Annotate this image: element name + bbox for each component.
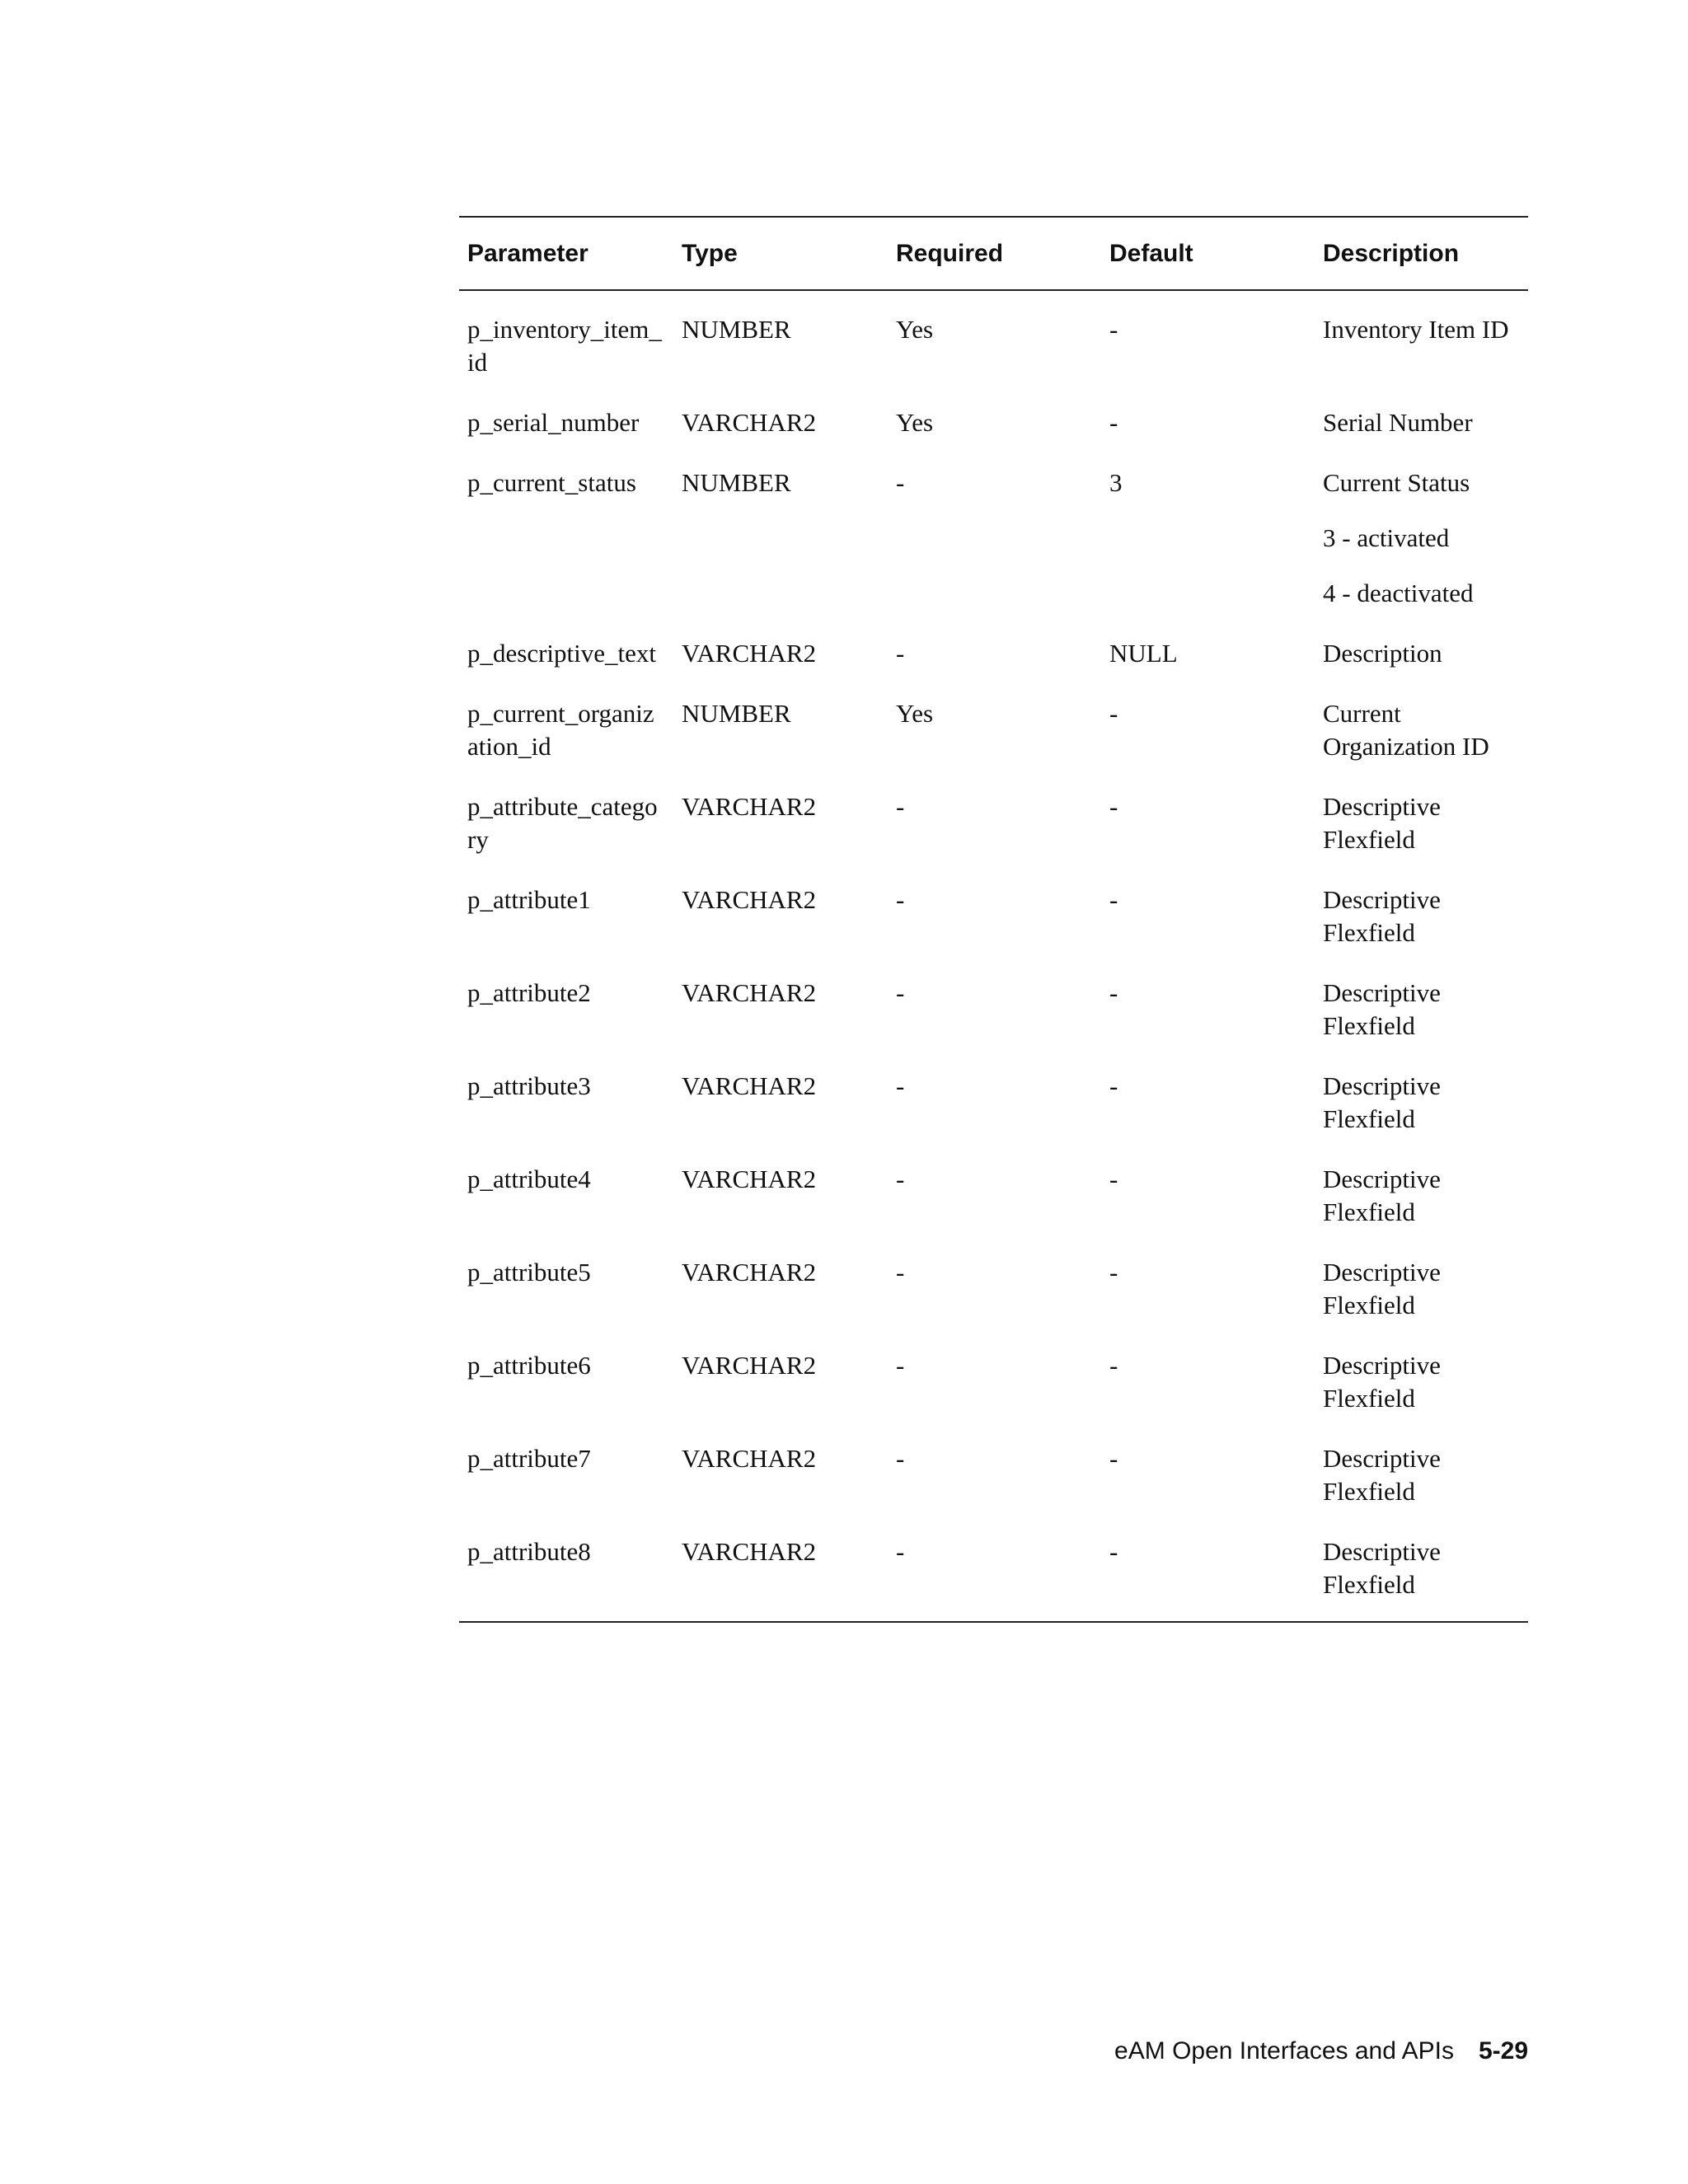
cell-description [1315, 1146, 1528, 1240]
page-number: 5-29 [1478, 2037, 1528, 2064]
cell-parameter: p_descriptive_text [467, 639, 656, 668]
table-row [459, 774, 1528, 867]
cell-default: - [1109, 408, 1118, 437]
cell-default: - [1109, 1537, 1118, 1566]
cell-default: - [1109, 1351, 1118, 1380]
header-type: Type [682, 239, 738, 267]
cell-required: Yes [896, 408, 934, 437]
table-row [459, 960, 1528, 1053]
cell-type: VARCHAR2 [682, 408, 817, 437]
table-row [459, 867, 1528, 960]
cell-required: Yes [896, 699, 934, 728]
header-default: Default [1109, 239, 1193, 267]
cell-required: - [896, 639, 905, 668]
cell-description [1315, 960, 1528, 1053]
description-line: Description [1323, 639, 1442, 668]
cell-parameter: p_serial_number [467, 408, 640, 437]
description-line: Descriptive Flexfield [1323, 1537, 1441, 1599]
description-line: Current Status [1323, 468, 1470, 497]
cell-parameter: p_attribute7 [467, 1444, 591, 1473]
cell-required: - [896, 1258, 905, 1286]
cell-description [1315, 621, 1528, 681]
cell-type: VARCHAR2 [682, 1351, 817, 1380]
cell-type: VARCHAR2 [682, 1537, 817, 1566]
description-line: Descriptive Flexfield [1323, 1351, 1441, 1413]
table-row [459, 1053, 1528, 1146]
header-parameter: Parameter [467, 239, 588, 267]
cell-description [1315, 1519, 1528, 1622]
cell-parameter: p_inventory_item_id [467, 315, 662, 377]
cell-parameter: p_attribute5 [467, 1258, 591, 1286]
table-row [459, 681, 1528, 774]
description-line: Serial Number [1323, 408, 1473, 437]
cell-description [1315, 867, 1528, 960]
cell-parameter: p_attribute8 [467, 1537, 591, 1566]
cell-required: - [896, 792, 905, 821]
table-row [459, 290, 1528, 390]
cell-description [1315, 390, 1528, 450]
cell-type: VARCHAR2 [682, 885, 817, 914]
cell-required: - [896, 978, 905, 1007]
cell-default: - [1109, 1071, 1118, 1100]
cell-type: NUMBER [682, 315, 791, 344]
cell-type: VARCHAR2 [682, 1165, 817, 1193]
cell-required: - [896, 1071, 905, 1100]
table-row [459, 1240, 1528, 1333]
cell-description [1315, 450, 1528, 621]
description-line: Inventory Item ID [1323, 315, 1509, 344]
cell-description [1315, 1333, 1528, 1426]
parameter-table [459, 216, 1528, 1623]
cell-required: - [896, 1444, 905, 1473]
cell-description [1315, 774, 1528, 867]
cell-default: - [1109, 885, 1118, 914]
cell-required: - [896, 468, 905, 497]
cell-parameter: p_attribute4 [467, 1165, 591, 1193]
cell-default: - [1109, 1165, 1118, 1193]
header-description: Description [1323, 239, 1460, 267]
cell-type: VARCHAR2 [682, 1444, 817, 1473]
description-line: Descriptive Flexfield [1323, 978, 1441, 1040]
page-footer [1114, 2037, 1528, 2065]
description-line: Descriptive Flexfield [1323, 1071, 1441, 1133]
description-line: 4 - deactivated [1323, 579, 1474, 607]
cell-type: VARCHAR2 [682, 1258, 817, 1286]
table-row [459, 621, 1528, 681]
cell-parameter: p_attribute3 [467, 1071, 591, 1100]
table-row [459, 1333, 1528, 1426]
table-row [459, 1426, 1528, 1519]
cell-default: - [1109, 978, 1118, 1007]
table-row [459, 450, 1528, 621]
cell-type: VARCHAR2 [682, 978, 817, 1007]
cell-required: - [896, 1537, 905, 1566]
cell-parameter: p_attribute1 [467, 885, 591, 914]
description-line: 3 - activated [1323, 523, 1450, 552]
cell-parameter: p_attribute6 [467, 1351, 591, 1380]
cell-description [1315, 681, 1528, 774]
cell-description [1315, 1426, 1528, 1519]
cell-description [1315, 290, 1528, 390]
description-line: Current Organization ID [1323, 699, 1489, 761]
cell-required: - [896, 1165, 905, 1193]
cell-default: - [1109, 1258, 1118, 1286]
header-required: Required [896, 239, 1004, 267]
cell-type: VARCHAR2 [682, 639, 817, 668]
table-body [459, 290, 1528, 1622]
table-row [459, 390, 1528, 450]
cell-parameter: p_current_organization_id [467, 699, 654, 761]
cell-required: - [896, 885, 905, 914]
description-line: Descriptive Flexfield [1323, 1165, 1441, 1226]
cell-default: NULL [1109, 639, 1178, 668]
cell-description [1315, 1053, 1528, 1146]
cell-type: VARCHAR2 [682, 792, 817, 821]
description-line: Descriptive Flexfield [1323, 885, 1441, 947]
cell-parameter: p_current_status [467, 468, 636, 497]
cell-parameter: p_attribute_category [467, 792, 658, 854]
table-row [459, 1519, 1528, 1622]
cell-default: - [1109, 1444, 1118, 1473]
cell-default: - [1109, 699, 1118, 728]
cell-description [1315, 1240, 1528, 1333]
cell-type: VARCHAR2 [682, 1071, 817, 1100]
cell-type: NUMBER [682, 699, 791, 728]
cell-default: - [1109, 792, 1118, 821]
cell-required: Yes [896, 315, 934, 344]
description-line: Descriptive Flexfield [1323, 792, 1441, 854]
table-header-row [459, 217, 1528, 290]
footer-title: eAM Open Interfaces and APIs [1114, 2037, 1454, 2064]
cell-parameter: p_attribute2 [467, 978, 591, 1007]
description-line: Descriptive Flexfield [1323, 1444, 1441, 1506]
cell-default: - [1109, 315, 1118, 344]
cell-default: 3 [1109, 468, 1123, 497]
description-line: Descriptive Flexfield [1323, 1258, 1441, 1319]
table-row [459, 1146, 1528, 1240]
cell-type: NUMBER [682, 468, 791, 497]
cell-required: - [896, 1351, 905, 1380]
